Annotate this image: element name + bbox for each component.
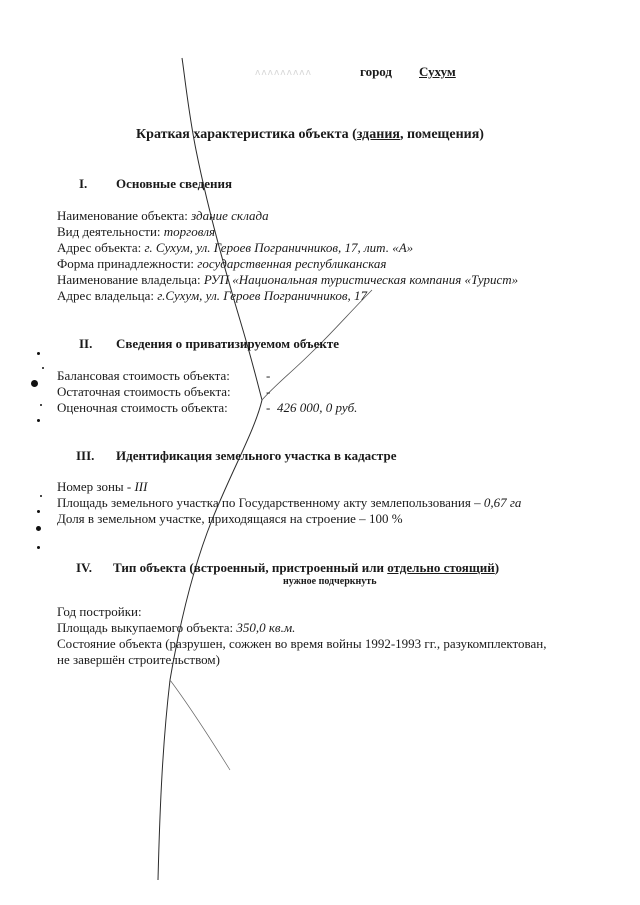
margin-speck xyxy=(40,495,42,497)
section4-number: IV. xyxy=(76,560,93,575)
zone-row xyxy=(57,479,147,495)
faint-stamp-text: ᴧᴧᴧᴧᴧᴧᴧᴧᴧ xyxy=(255,68,312,78)
section1-title: Основные сведения xyxy=(116,176,232,191)
row-label: Адрес владельца: xyxy=(57,288,154,303)
row-value: торговля xyxy=(163,224,216,239)
state-line-2: не завершён строительством) xyxy=(57,652,220,667)
row-value: - xyxy=(266,384,271,399)
cancellation-stroke-tail xyxy=(170,680,230,770)
margin-speck xyxy=(37,352,40,355)
share-row xyxy=(57,511,403,527)
city-value: Сухум xyxy=(419,64,456,79)
row-value: государственная республиканская xyxy=(197,256,387,271)
row-label: Балансовая стоимость объекта: xyxy=(57,368,230,383)
margin-speck xyxy=(37,419,40,422)
row-value: - xyxy=(266,368,271,383)
row-label: Остаточная стоимость объекта: xyxy=(57,384,231,399)
margin-speck xyxy=(37,546,40,549)
zone-label: Номер зоны - xyxy=(57,479,132,494)
row-label: Наименование владельца: xyxy=(57,272,201,287)
section4-title xyxy=(113,560,499,576)
zone-value: III xyxy=(134,479,148,494)
margin-speck xyxy=(31,380,38,387)
title-prefix: Краткая характеристика объекта ( xyxy=(136,127,357,142)
section1-row xyxy=(57,288,367,304)
row-value: г.Сухум, ул. Героев Пограничников, 17 xyxy=(157,288,367,303)
title-prefix: Тип объекта (встроенный, пристроенный или xyxy=(113,560,388,575)
section1-row xyxy=(57,272,518,288)
share-value: 100 % xyxy=(368,511,403,526)
share-label: Доля в земельном участке, приходящаяся на строение – xyxy=(57,511,366,526)
row-value: г. Сухум, ул. Героев Пограничников, 17, лит. «А» xyxy=(144,240,414,255)
section1-row xyxy=(57,256,386,272)
section2-row xyxy=(57,384,271,400)
section2-row xyxy=(57,368,271,384)
title-suffix: ) xyxy=(494,560,500,575)
row-value: РУП «Национальная туристическая компания «Турист» xyxy=(203,272,519,287)
row-dash: - xyxy=(266,400,271,415)
land-area-label: Площадь земельного участка по Государственному акту землепользования – xyxy=(57,495,481,510)
row-label: Форма принадлежности: xyxy=(57,256,195,271)
city-label: город xyxy=(360,64,393,79)
section1-number: I. xyxy=(79,176,88,191)
object-area-row xyxy=(57,620,295,636)
land-area-row xyxy=(57,495,521,511)
section4-subnote: нужное подчеркнуть xyxy=(283,576,377,587)
row-label: Вид деятельности: xyxy=(57,224,161,239)
margin-speck xyxy=(36,526,41,531)
row-label: Адрес объекта: xyxy=(57,240,142,255)
title-suffix: , помещения) xyxy=(399,127,484,142)
row-label: Оценочная стоимость объекта: xyxy=(57,400,228,415)
section2-title: Сведения о приватизируемом объекте xyxy=(116,336,339,351)
margin-speck xyxy=(37,510,40,513)
section1-row xyxy=(57,224,215,240)
year-row: Год постройки: xyxy=(57,604,142,619)
title-underlined: отдельно стоящий xyxy=(387,560,495,575)
document-title xyxy=(136,127,484,143)
object-area-label: Площадь выкупаемого объекта: xyxy=(57,620,234,635)
row-value: 426 000, 0 руб. xyxy=(277,400,358,415)
title-underlined: здания xyxy=(356,127,400,142)
land-area-value: 0,67 га xyxy=(483,495,522,510)
margin-speck xyxy=(42,367,44,369)
section1-row xyxy=(57,240,413,256)
section2-row xyxy=(57,400,358,416)
section3-number: III. xyxy=(76,448,95,463)
row-label: Наименование объекта: xyxy=(57,208,188,223)
section1-row xyxy=(57,208,269,224)
section2-number: II. xyxy=(79,336,93,351)
row-value: здание склада xyxy=(191,208,269,223)
margin-speck xyxy=(40,404,42,406)
section3-title: Идентификация земельного участка в кадастре xyxy=(116,448,397,463)
object-area-value: 350,0 кв.м. xyxy=(236,620,296,635)
state-line-1: Состояние объекта (разрушен, сожжен во время войны 1992-1993 гг., разукомплектован, xyxy=(57,636,547,651)
